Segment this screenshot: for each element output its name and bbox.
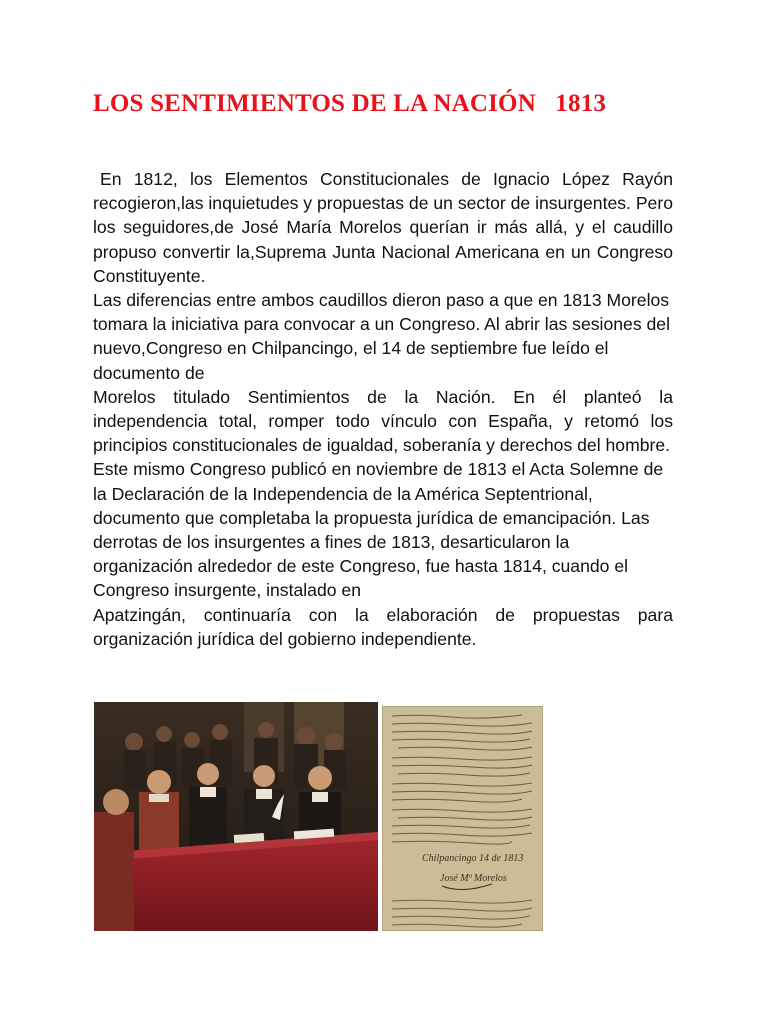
manuscript-document-icon <box>382 706 543 931</box>
paragraph-3: Morelos titulado Sentimientos de la Nación. En él planteó la independencia total, romper todo vínculo con España, y retomó los principios constitucionales de igualdad, soberanía y derechos del hombre. <box>93 386 673 456</box>
manuscript-date: Chilpancingo 14 de 1813 <box>422 853 524 864</box>
congress-painting-image <box>94 702 378 931</box>
manuscript-document-image <box>382 706 543 931</box>
manuscript-signature: José Mª Morelos <box>440 873 507 884</box>
paragraph-5: Apatzingán, continuaría con la elaboración de propuestas para organización jurídica del gobierno independiente. <box>93 604 673 649</box>
paragraph-2: Las diferencias entre ambos caudillos dieron paso a que en 1813 Morelos tomara la iniciativa para convocar a un Congreso. Al abrir las sesiones del nuevo,Congreso en Chilpancingo, el 14 de septiembre fue leído el documento de <box>93 290 670 383</box>
document-body <box>93 167 673 651</box>
document-title: LOS SENTIMIENTOS DE LA NACIÓN 1813 <box>93 90 607 117</box>
paragraph-4: Este mismo Congreso publicó en noviembre de 1813 el Acta Solemne de la Declaración de la Independencia de la América Septentrional, documento que completaba la propuesta jurídica de emancipación. Las derrotas de los insurgentes a fines de 1813, desarticularon la organización alrededor de este Congreso, fue hasta 1814, cuando el Congreso insurgente, instalado en <box>93 459 664 601</box>
congress-painting-icon <box>94 702 378 931</box>
paragraph-1: En 1812, los Elementos Constitucionales de Ignacio López Rayón recogieron,las inquietudes y propuestas de un sector de insurgentes. Pero los seguidores,de José María Morelos querían ir más allá, y el caudillo propuso convertir la,Suprema Junta Nacional Americana en un Congreso Constituyente. <box>93 169 673 286</box>
